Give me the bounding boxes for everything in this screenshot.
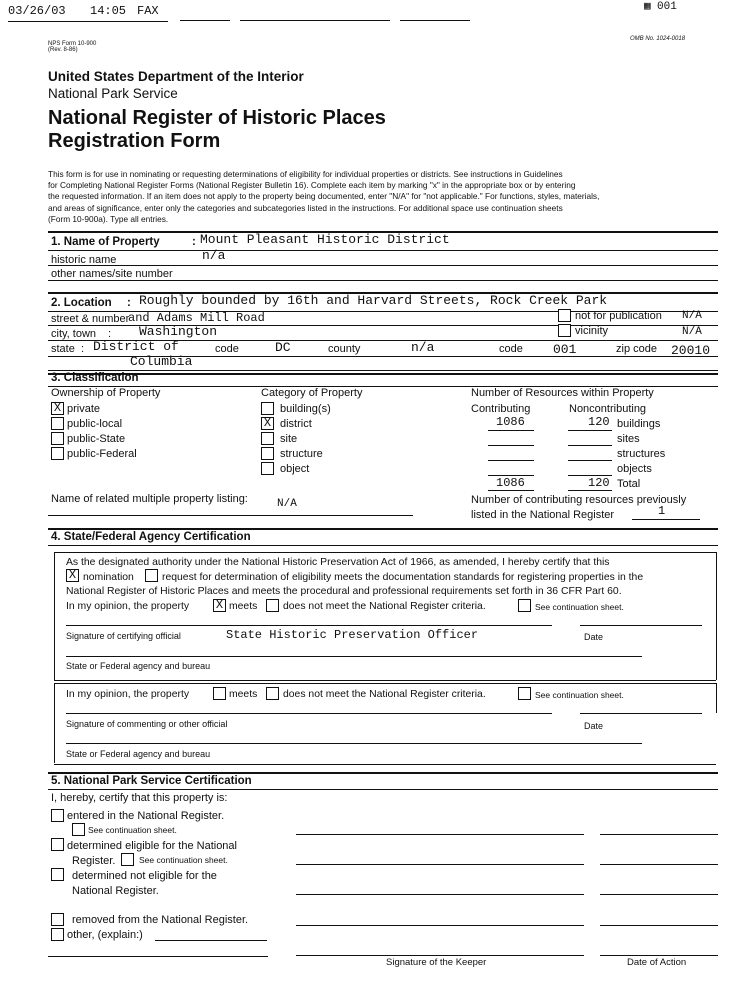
opinion-prefix: In my opinion, the property bbox=[66, 601, 190, 612]
ownership-heading: Ownership of Property bbox=[51, 387, 161, 399]
certifying-signature-value[interactable]: State Historic Preservation Officer bbox=[226, 628, 479, 642]
fax-page-number: 001 bbox=[657, 1, 677, 13]
form-revision: (Rev. 8-86) bbox=[48, 47, 78, 53]
continuation-sheet-checkbox[interactable] bbox=[518, 599, 531, 612]
fax-label: FAX bbox=[137, 4, 159, 18]
city-value[interactable]: Washington bbox=[139, 324, 218, 339]
location-value-line-1[interactable]: Roughly bounded by 16th and Harvard Streets, Rock Creek Park bbox=[139, 293, 608, 308]
resource-buildings-label: buildings bbox=[617, 418, 661, 430]
resource-objects-label: objects bbox=[617, 463, 652, 475]
previously-listed-label-2: listed in the National Register bbox=[471, 509, 615, 521]
vicinity-value[interactable]: N/A bbox=[682, 326, 702, 338]
fax-date: 03/26/03 bbox=[8, 4, 66, 18]
omb-number: OMB No. 1024-0018 bbox=[630, 36, 686, 42]
entered-continuation-label: See continuation sheet. bbox=[88, 825, 177, 835]
category-district-label: district bbox=[280, 418, 312, 430]
ownership-public-federal-checkbox[interactable] bbox=[51, 447, 64, 460]
property-name-value[interactable]: Mount Pleasant Historic District bbox=[200, 232, 450, 247]
request-determination-checkbox[interactable] bbox=[145, 569, 158, 582]
category-structure-checkbox[interactable] bbox=[261, 447, 274, 460]
category-site-label: site bbox=[280, 433, 298, 445]
entered-checkbox[interactable] bbox=[51, 809, 64, 822]
keeper-signature-label: Signature of the Keeper bbox=[386, 957, 487, 968]
nps-intro: I, hereby, certify that this property is: bbox=[51, 792, 228, 804]
ownership-private-label: private bbox=[67, 403, 101, 415]
determined-eligible-checkbox[interactable] bbox=[51, 838, 64, 851]
instructions-line-1: This form is for use in nominating or requesting determinations of eligibility for individual properties or districts. See instructions in Guidelines bbox=[48, 169, 563, 179]
resource-total-contributing[interactable]: 1086 bbox=[496, 476, 525, 490]
other-label: other, (explain:) bbox=[67, 929, 143, 941]
contributing-heading: Contributing bbox=[471, 403, 531, 415]
historic-name-label: historic name bbox=[51, 254, 117, 266]
county-code-value[interactable]: 001 bbox=[553, 342, 577, 357]
other-checkbox[interactable] bbox=[51, 928, 64, 941]
meets-2-label: meets bbox=[229, 689, 258, 700]
state-value-line-2[interactable]: Columbia bbox=[130, 354, 193, 369]
meets-label: meets bbox=[229, 601, 258, 612]
determined-eligible-label-2: Register. bbox=[72, 855, 116, 867]
nomination-label: nomination bbox=[83, 572, 134, 583]
not-for-publication-checkbox[interactable] bbox=[558, 309, 571, 322]
category-district-checkbox[interactable]: X bbox=[261, 417, 274, 430]
instructions-line-4: and areas of significance, enter only the categories and subcategories listed in the instructions. For additional space use continuation sheets bbox=[48, 203, 563, 213]
ownership-public-state-label: public-State bbox=[67, 433, 126, 445]
removed-checkbox[interactable] bbox=[51, 913, 64, 926]
resources-heading: Number of Resources within Property bbox=[471, 387, 654, 399]
page-title: National Register of Historic Places bbox=[48, 107, 386, 129]
form-number: NPS Form 10-900 bbox=[48, 41, 97, 47]
category-heading: Category of Property bbox=[261, 387, 363, 399]
form-page: 03/26/03 14:05 FAX ▦ 001 NPS Form 10-900 (Rev. 8-86) OMB No. 1024-0018 United States Department of the Interior National Park Service National Register of Historic Places Registration Form This form is for use in nominating or requesting determinations of eligibility for individual properties or districts. See instructions in Guidelines for Completing National Register Forms (National Register Bulletin 16). Complete each item by marking "x" in the appropriate box or by entering the requested information. If an item does not apply to the property being documented, enter "N/A" for "not applicable." For functions, styles, materials, and areas of significance, enter only the categories and subcategories listed in the instructions. For additional space use continuation sheets (Form 10-900a). Type all entries. 1. Name of Property : Mount Pleasant Historic District historic name n/a other names/site number 2. Location : Roughly bounded by 16th and Harvard Streets, Rock Creek Park street & number and Adams Mill Road not for publication N/A city, town : Washington vicinity N/A state : District of Columbia code DC county n/a code 001 zip code 20010 3. Classification Ownership of Property X private public-local public-State public-Federal Category of Property building(s) X district site structure object Number of Resources within Property Contributing Noncontributing 1086 120 buildings sites structures objects 1086 120 Total Name of related multiple property listing: N/A Number of contributing resources previously listed in the National Register 1 4. State/Federal Agency Certification As the designated authority under the National Historic Preservation Act of 1966, as amended, I hereby certify that this X nomination request for determination of eligibility meets the documentation standards for registering properties in the National Register of Historic Places and meets the procedural and professional requirements set forth in 36 CFR Part 60. In my opinion, the property X meets does not meet the National Register criteria. See continuation sheet. Signature of certifying official State Historic Preservation Officer Date State or Federal agency and bureau In my opinion, the property meets does not meet the National Register criteria. See continuation sheet. Signature of commenting or other official Date State or Federal agency and bureau 5. National Park Service Certification I, hereby, certify that this property is: entered in the National Register. See continuation sheet. determined eligible for the National Register. See continuation sheet. determined not eligible for the National Register. removed from the National Register. other, (explain:) Signature of the Keeper Date of Action bbox=[0, 0, 756, 1000]
vicinity-label: vicinity bbox=[575, 325, 609, 337]
multiple-listing-value[interactable]: N/A bbox=[277, 498, 297, 510]
continuation-sheet-label: See continuation sheet. bbox=[535, 602, 624, 612]
category-buildings-checkbox[interactable] bbox=[261, 402, 274, 415]
certifying-signature-label: Signature of certifying official bbox=[66, 631, 181, 641]
fax-time: 14:05 bbox=[90, 4, 127, 18]
date-of-action-label: Date of Action bbox=[627, 957, 687, 968]
county-code-label: code bbox=[499, 343, 523, 355]
other-names-label: other names/site number bbox=[51, 268, 173, 280]
resource-total-label: Total bbox=[617, 478, 641, 490]
section-3-heading: 3. Classification bbox=[51, 372, 139, 384]
continuation-sheet-2-label: See continuation sheet. bbox=[535, 690, 624, 700]
vicinity-checkbox[interactable] bbox=[558, 324, 571, 337]
ownership-private-checkbox[interactable]: X bbox=[51, 402, 64, 415]
determined-eligible-label-1: determined eligible for the National bbox=[67, 840, 237, 852]
certification-line-3: National Register of Historic Places and meets the procedural and professional requirements set forth in 36 CFR Part 60. bbox=[66, 586, 622, 597]
commenting-signature-label: Signature of commenting or other official bbox=[66, 719, 228, 729]
previously-listed-value[interactable]: 1 bbox=[658, 504, 666, 518]
does-not-meet-2-checkbox[interactable] bbox=[266, 687, 279, 700]
not-eligible-label-1: determined not eligible for the bbox=[72, 870, 217, 882]
section-2-heading: 2. Location bbox=[51, 297, 112, 309]
section-1-heading: 1. Name of Property bbox=[51, 236, 160, 248]
entered-label: entered in the National Register. bbox=[67, 810, 225, 822]
section-4-heading: 4. State/Federal Agency Certification bbox=[51, 531, 251, 543]
fax-page-icon: ▦ bbox=[644, 1, 651, 13]
state-label: state bbox=[51, 343, 75, 355]
service-name: National Park Service bbox=[48, 86, 178, 101]
category-buildings-label: building(s) bbox=[280, 403, 331, 415]
category-site-checkbox[interactable] bbox=[261, 432, 274, 445]
zip-code-value[interactable]: 20010 bbox=[671, 343, 711, 358]
meets-checkbox[interactable]: X bbox=[213, 599, 226, 612]
page-subtitle: Registration Form bbox=[48, 130, 221, 152]
removed-label: removed from the National Register. bbox=[72, 914, 249, 926]
resource-sites-label: sites bbox=[617, 433, 640, 445]
county-value[interactable]: n/a bbox=[411, 340, 435, 355]
instructions-line-3: the requested information. If an item does not apply to the property being documented, enter "N/A" for "not applicable." For functions, styles, materials, bbox=[48, 191, 600, 201]
resource-buildings-noncontributing[interactable]: 120 bbox=[588, 415, 610, 429]
request-determination-label: request for determination of eligibility meets the documentation standards for registering properties in the bbox=[162, 572, 644, 583]
does-not-meet-checkbox[interactable] bbox=[266, 599, 279, 612]
multiple-listing-label: Name of related multiple property listing: bbox=[51, 493, 248, 505]
not-eligible-checkbox[interactable] bbox=[51, 868, 64, 881]
category-object-label: object bbox=[280, 463, 310, 475]
ownership-public-local-checkbox[interactable] bbox=[51, 417, 64, 430]
ownership-public-local-label: public-local bbox=[67, 418, 123, 430]
instructions-line-2: for Completing National Register Forms (National Register Bulletin 16). Complete each item by marking "x" in the appropriate box or by entering bbox=[48, 180, 576, 190]
state-code-label: code bbox=[215, 343, 239, 355]
historic-name-value[interactable]: n/a bbox=[202, 248, 226, 263]
section-5-heading: 5. National Park Service Certification bbox=[51, 775, 252, 787]
state-value-line-1[interactable]: District of bbox=[93, 339, 179, 354]
city-label: city, town bbox=[51, 328, 97, 340]
resource-buildings-contributing[interactable]: 1086 bbox=[496, 415, 525, 429]
agency-bureau-2-label: State or Federal agency and bureau bbox=[66, 749, 211, 759]
resource-total-noncontributing[interactable]: 120 bbox=[588, 476, 610, 490]
nomination-checkbox[interactable]: X bbox=[66, 569, 79, 582]
continuation-sheet-2-checkbox[interactable] bbox=[518, 687, 531, 700]
does-not-meet-label: does not meet the National Register criteria. bbox=[283, 601, 486, 612]
instructions-line-5: (Form 10-900a). Type all entries. bbox=[48, 214, 169, 224]
meets-2-checkbox[interactable] bbox=[213, 687, 226, 700]
resource-structures-label: structures bbox=[617, 448, 666, 460]
not-for-publication-label: not for publication bbox=[575, 310, 662, 322]
does-not-meet-2-label: does not meet the National Register criteria. bbox=[283, 689, 486, 700]
not-for-publication-value[interactable]: N/A bbox=[682, 310, 702, 322]
state-code-value[interactable]: DC bbox=[275, 340, 291, 355]
eligible-continuation-checkbox[interactable] bbox=[121, 853, 134, 866]
noncontributing-heading: Noncontributing bbox=[569, 403, 647, 415]
eligible-continuation-label: See continuation sheet. bbox=[139, 855, 228, 865]
not-eligible-label-2: National Register. bbox=[72, 885, 159, 897]
opinion-2-prefix: In my opinion, the property bbox=[66, 689, 190, 700]
ownership-public-federal-label: public-Federal bbox=[67, 448, 137, 460]
county-label: county bbox=[328, 343, 361, 355]
ownership-public-state-checkbox[interactable] bbox=[51, 432, 64, 445]
category-object-checkbox[interactable] bbox=[261, 462, 274, 475]
street-label: street & number bbox=[51, 313, 130, 325]
certifying-date-label: Date bbox=[584, 632, 604, 642]
agency-bureau-label: State or Federal agency and bureau bbox=[66, 661, 211, 671]
certification-line-1: As the designated authority under the National Historic Preservation Act of 1966, as amended, I hereby certify that this bbox=[66, 557, 610, 568]
commenting-date-label: Date bbox=[584, 721, 604, 731]
zip-code-label: zip code bbox=[616, 343, 657, 355]
department-name: United States Department of the Interior bbox=[48, 69, 304, 84]
entered-continuation-checkbox[interactable] bbox=[72, 823, 85, 836]
street-value[interactable]: and Adams Mill Road bbox=[128, 311, 265, 325]
category-structure-label: structure bbox=[280, 448, 323, 460]
previously-listed-label-1: Number of contributing resources previously bbox=[471, 494, 687, 506]
